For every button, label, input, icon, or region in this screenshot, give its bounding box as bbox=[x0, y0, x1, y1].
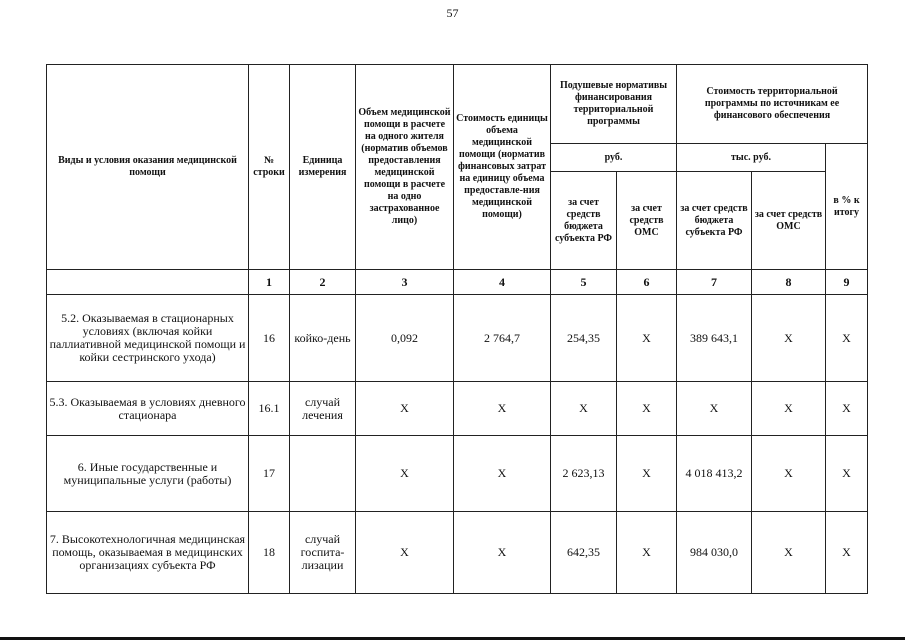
header-line-number: № строки bbox=[249, 65, 290, 270]
row-budget-per-capita: 2 623,13 bbox=[551, 436, 617, 512]
header-service-type: Виды и условия оказания медицинской помощи bbox=[47, 65, 249, 270]
row-line-number: 17 bbox=[249, 436, 290, 512]
row-oms-per-capita: Х bbox=[617, 295, 677, 382]
header-program-cost: Стоимость территориальной программы по источникам ее финансового обеспечения bbox=[677, 65, 868, 144]
row-oms-per-capita: Х bbox=[617, 382, 677, 436]
row-unit-cost: Х bbox=[454, 512, 551, 594]
row-oms-total: Х bbox=[752, 382, 826, 436]
header-unit: Единица измерения bbox=[290, 65, 356, 270]
table-row bbox=[47, 295, 868, 382]
row-budget-per-capita: 642,35 bbox=[551, 512, 617, 594]
table-row bbox=[47, 382, 868, 436]
header-thous-rub: тыс. руб. bbox=[677, 144, 826, 172]
row-volume: Х bbox=[356, 436, 454, 512]
column-number: 9 bbox=[826, 270, 868, 295]
row-service-name: 5.3. Оказываемая в условиях дневного стационара bbox=[47, 382, 249, 436]
header-volume: Объем медицинской помощи в расчете на одного жителя (норматив объемов предоставления медицинской помощи в расчете на одно застрахованное лицо) bbox=[356, 65, 454, 270]
row-percent: Х bbox=[826, 382, 868, 436]
row-unit-cost: 2 764,7 bbox=[454, 295, 551, 382]
column-number: 4 bbox=[454, 270, 551, 295]
header-oms-total: за счет средств ОМС bbox=[752, 172, 826, 270]
row-budget-total: 389 643,1 bbox=[677, 295, 752, 382]
row-unit bbox=[290, 436, 356, 512]
column-number: 2 bbox=[290, 270, 356, 295]
row-line-number: 18 bbox=[249, 512, 290, 594]
table-row bbox=[47, 436, 868, 512]
column-number: 8 bbox=[752, 270, 826, 295]
column-number: 1 bbox=[249, 270, 290, 295]
row-line-number: 16 bbox=[249, 295, 290, 382]
row-unit: случай госпита-лизации bbox=[290, 512, 356, 594]
row-volume: 0,092 bbox=[356, 295, 454, 382]
row-service-name: 5.2. Оказываемая в стационарных условиях (включая койки паллиативной медицинской помощи и койки сестринского ухода) bbox=[47, 295, 249, 382]
column-number: 3 bbox=[356, 270, 454, 295]
page-number: 57 bbox=[446, 6, 459, 20]
row-service-name: 7. Высокотехнологичная медицинская помощь, оказываемая в медицинских организациях субъекта РФ bbox=[47, 512, 249, 594]
table-row bbox=[47, 512, 868, 594]
row-budget-per-capita: 254,35 bbox=[551, 295, 617, 382]
row-unit: случай лечения bbox=[290, 382, 356, 436]
row-budget-total: 4 018 413,2 bbox=[677, 436, 752, 512]
row-service-name: 6. Иные государственные и муниципальные услуги (работы) bbox=[47, 436, 249, 512]
column-number-empty bbox=[47, 270, 249, 295]
column-numbers-row bbox=[47, 270, 868, 295]
row-volume: Х bbox=[356, 512, 454, 594]
row-oms-per-capita: Х bbox=[617, 436, 677, 512]
row-unit: койко-день bbox=[290, 295, 356, 382]
column-number: 7 bbox=[677, 270, 752, 295]
row-oms-total: Х bbox=[752, 436, 826, 512]
row-budget-per-capita: Х bbox=[551, 382, 617, 436]
row-oms-per-capita: Х bbox=[617, 512, 677, 594]
header-unit-cost: Стоимость единицы объема медицинской помощи (норматив финансовых затрат на единицу объема предоставле-ния медицинской помощи) bbox=[454, 65, 551, 270]
row-oms-total: Х bbox=[752, 512, 826, 594]
header-percent: в % к итогу bbox=[826, 144, 868, 270]
header-rub: руб. bbox=[551, 144, 677, 172]
row-budget-total: 984 030,0 bbox=[677, 512, 752, 594]
row-percent: Х bbox=[826, 512, 868, 594]
row-unit-cost: Х bbox=[454, 382, 551, 436]
header-budget-total: за счет средств бюджета субъекта РФ bbox=[677, 172, 752, 270]
column-number: 6 bbox=[617, 270, 677, 295]
financing-table bbox=[46, 64, 868, 594]
row-unit-cost: Х bbox=[454, 436, 551, 512]
row-percent: Х bbox=[826, 295, 868, 382]
header-budget-per-capita: за счет средств бюджета субъекта РФ bbox=[551, 172, 617, 270]
row-volume: Х bbox=[356, 382, 454, 436]
column-number: 5 bbox=[551, 270, 617, 295]
row-percent: Х bbox=[826, 436, 868, 512]
header-per-capita: Подушевые нормативы финансирования территориальной программы bbox=[551, 65, 677, 144]
header-oms-per-capita: за счет средств ОМС bbox=[617, 172, 677, 270]
row-oms-total: Х bbox=[752, 295, 826, 382]
row-budget-total: Х bbox=[677, 382, 752, 436]
row-line-number: 16.1 bbox=[249, 382, 290, 436]
